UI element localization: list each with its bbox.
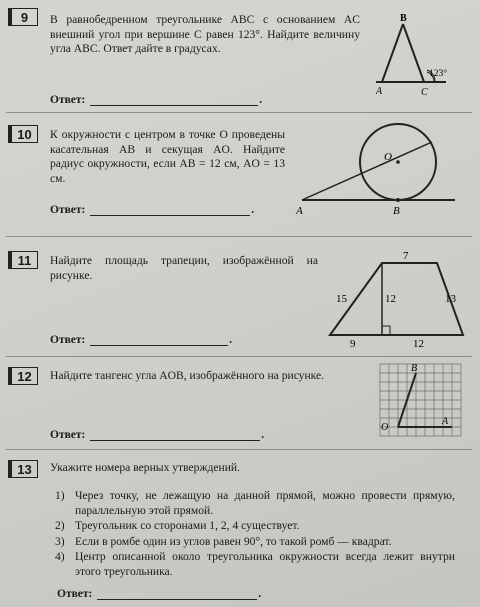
task-10-text: К окружности с центром в точке O проведены касательная AB и секущая AO. Найдите радиус окружности, если AB = 12 см, AO = 13 см. bbox=[50, 128, 285, 185]
answer-label: Ответ: bbox=[50, 334, 86, 346]
task-11-number: 11 bbox=[8, 251, 38, 269]
statement-item bbox=[55, 550, 455, 579]
statement-number: 1) bbox=[55, 489, 65, 502]
task-12-label-o: O bbox=[381, 422, 389, 433]
grid-lines bbox=[380, 364, 461, 436]
task-9-answer-field[interactable] bbox=[90, 93, 258, 106]
task-11-text: Найдите площадь трапеции, изображённой на рисунке. bbox=[50, 254, 318, 282]
task-10-label-a: A bbox=[296, 205, 303, 217]
statement-text: Треугольник со сторонами 1, 2, 4 существует. bbox=[75, 519, 300, 532]
task-12-answer-field[interactable] bbox=[90, 428, 260, 441]
task-12-label-a: A bbox=[442, 416, 449, 427]
separator bbox=[6, 236, 472, 237]
statement-item bbox=[55, 489, 455, 518]
task-13-answer-field[interactable] bbox=[97, 587, 257, 600]
statement-number: 2) bbox=[55, 519, 65, 532]
task-11-label-top: 7 bbox=[403, 250, 409, 262]
task-11-label-height: 12 bbox=[385, 293, 396, 305]
task-10-answer-field[interactable] bbox=[90, 203, 250, 216]
task-13-answer: Ответ: . bbox=[57, 588, 262, 600]
task-10-circle-figure bbox=[290, 118, 470, 223]
statement-text: Если в ромбе один из углов равен 90°, то такой ромб — квадрат. bbox=[75, 534, 392, 548]
task-9-label-c: C bbox=[421, 87, 428, 98]
task-9-answer: Ответ: . bbox=[50, 94, 263, 106]
task-11-trapezoid-figure bbox=[325, 245, 473, 353]
statement-item bbox=[55, 519, 455, 534]
task-9-label-a: A bbox=[376, 86, 383, 97]
task-12-label-b: B bbox=[411, 363, 418, 374]
statement-text: Центр описанной около треугольника окружности всегда лежит внутри этого треугольника. bbox=[75, 550, 455, 578]
separator bbox=[6, 356, 472, 357]
task-10-label-o: O bbox=[384, 151, 392, 163]
task-11-answer: Ответ: . bbox=[50, 334, 233, 346]
statement-number: 3) bbox=[55, 534, 65, 548]
task-11-label-right: 13 bbox=[445, 293, 456, 305]
task-11-answer-field[interactable] bbox=[90, 333, 228, 346]
statement-number: 4) bbox=[55, 550, 65, 563]
answer-label: Ответ: bbox=[50, 204, 86, 216]
task-10-label-b: B bbox=[393, 205, 400, 217]
answer-label: Ответ: bbox=[50, 429, 86, 441]
separator bbox=[6, 112, 472, 113]
task-13-number: 13 bbox=[8, 460, 38, 478]
answer-label: Ответ: bbox=[57, 588, 93, 600]
task-11-label-bottom-right: 12 bbox=[413, 338, 424, 350]
task-9-text: В равнобедренном треугольнике ABC с основанием AC внешний угол при вершине C равен 123°. Найдите величину угла ABC. Ответ дайте в градусах. bbox=[50, 13, 360, 55]
statement-item bbox=[55, 535, 455, 550]
task-9-label-angle: 123° bbox=[429, 69, 448, 79]
statement-text: Через точку, не лежащую на данной прямой, можно провести прямую, параллельную этой прямой. bbox=[75, 489, 455, 517]
task-9-triangle-figure bbox=[368, 10, 473, 100]
task-11-label-bottom-left: 9 bbox=[350, 338, 356, 350]
task-12-text: Найдите тангенс угла AOB, изображённого на рисунке. bbox=[50, 369, 325, 382]
task-13-statements bbox=[55, 489, 455, 580]
task-13-text: Укажите номера верных утверждений. bbox=[50, 461, 241, 474]
task-12-grid-figure bbox=[376, 360, 464, 442]
task-9-number: 9 bbox=[8, 8, 38, 26]
task-12-answer: Ответ: . bbox=[50, 429, 265, 441]
task-10-number: 10 bbox=[8, 125, 38, 143]
task-11-label-left: 15 bbox=[336, 293, 347, 305]
separator bbox=[6, 449, 472, 450]
task-12-number: 12 bbox=[8, 367, 38, 385]
task-10-answer: Ответ: . bbox=[50, 204, 255, 216]
task-9-label-b: B bbox=[400, 13, 407, 24]
answer-label: Ответ: bbox=[50, 94, 86, 106]
